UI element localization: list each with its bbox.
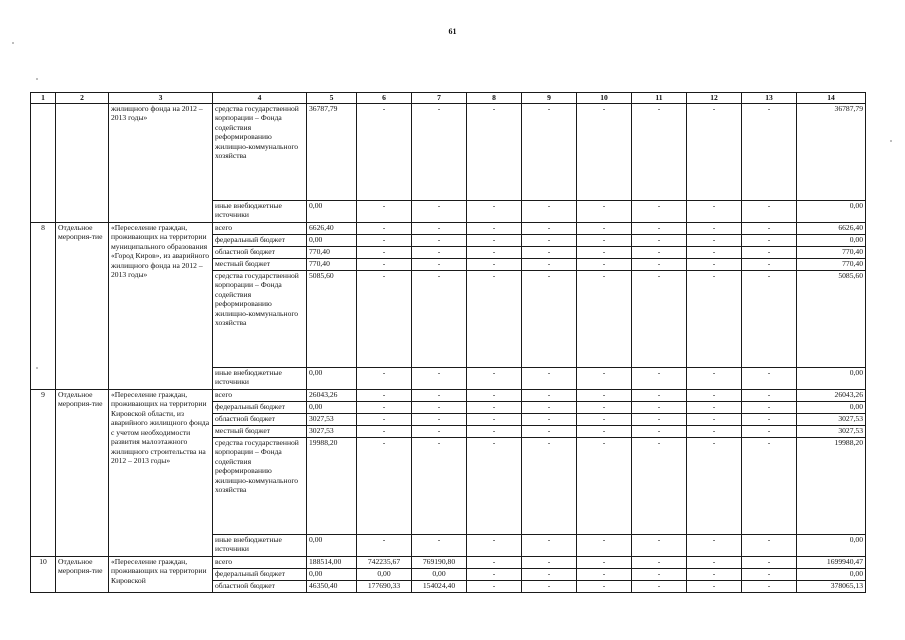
header-row [31, 93, 866, 104]
table-cell: - [467, 258, 522, 270]
scan-speck [36, 367, 38, 369]
table-cell: 742235,67 [357, 556, 412, 568]
table-cell: - [687, 222, 742, 234]
table-cell: - [522, 556, 577, 568]
table-cell: - [357, 413, 412, 425]
table-row [31, 103, 866, 200]
table-cell: 8 [31, 222, 56, 389]
table-cell: - [577, 200, 632, 222]
table-cell: - [632, 270, 687, 367]
table-cell: 0,00 [307, 534, 357, 556]
table-cell: всего [213, 389, 307, 401]
table-cell: - [522, 534, 577, 556]
table-cell: - [357, 401, 412, 413]
table-cell: - [412, 246, 467, 258]
table-cell: - [687, 258, 742, 270]
table-cell: - [522, 580, 577, 592]
scan-speck [12, 42, 14, 44]
table-cell: - [687, 413, 742, 425]
table-cell: - [742, 556, 797, 568]
table-cell: 0,00 [307, 200, 357, 222]
table-cell: - [742, 258, 797, 270]
table-cell: - [742, 200, 797, 222]
table-cell: - [577, 389, 632, 401]
table-cell: Отдельное мероприя-тие [56, 389, 109, 556]
table-cell: - [632, 258, 687, 270]
table-cell: 0,00 [307, 401, 357, 413]
table-cell: - [467, 103, 522, 200]
table-cell: 6626,40 [307, 222, 357, 234]
table-cell: - [522, 413, 577, 425]
column-header: 13 [742, 93, 797, 104]
table-cell: - [467, 401, 522, 413]
table-cell: - [412, 389, 467, 401]
table-cell: - [687, 401, 742, 413]
table-cell: - [742, 222, 797, 234]
table-cell: - [522, 200, 577, 222]
table-cell: - [412, 534, 467, 556]
table-cell: Отдельное мероприя-тие [56, 556, 109, 592]
table-row [31, 556, 866, 568]
table-cell: - [357, 222, 412, 234]
table-cell: 5085,60 [797, 270, 866, 367]
table-cell: 0,00 [797, 200, 866, 222]
table-cell: - [412, 103, 467, 200]
column-header: 14 [797, 93, 866, 104]
table-cell: федеральный бюджет [213, 401, 307, 413]
table-cell: - [522, 401, 577, 413]
table-cell: 177690,33 [357, 580, 412, 592]
table-cell: 6626,40 [797, 222, 866, 234]
table-cell: - [742, 246, 797, 258]
table-cell: - [357, 234, 412, 246]
table-cell: - [467, 534, 522, 556]
table-cell: - [577, 425, 632, 437]
table-cell: - [522, 258, 577, 270]
table-cell: Отдельное мероприя-тие [56, 222, 109, 389]
table-cell: 3027,53 [307, 413, 357, 425]
table-cell: всего [213, 222, 307, 234]
table-row [31, 222, 866, 234]
table-cell: - [577, 258, 632, 270]
table-cell: 0,00 [797, 367, 866, 389]
table-cell: - [357, 367, 412, 389]
table-cell: иные внебюджетные источники [213, 367, 307, 389]
table-cell: - [577, 568, 632, 580]
table-cell: - [687, 534, 742, 556]
table-cell: - [412, 222, 467, 234]
table-cell: - [577, 437, 632, 534]
table-cell: средства государственной корпорации – Фонда содействия реформированию жилищно-коммунального хозяйства [213, 437, 307, 534]
table-cell: 26043,26 [307, 389, 357, 401]
table-cell: 3027,53 [797, 425, 866, 437]
table-cell: - [742, 568, 797, 580]
column-header: 3 [109, 93, 213, 104]
table-cell: - [357, 534, 412, 556]
table-cell: - [632, 413, 687, 425]
table-cell: - [742, 367, 797, 389]
table-cell: - [522, 246, 577, 258]
table-cell: - [632, 401, 687, 413]
table-cell: - [467, 389, 522, 401]
table-cell: 0,00 [307, 568, 357, 580]
table-cell: - [742, 534, 797, 556]
table-cell: средства государственной корпорации – Фонда содействия реформированию жилищно-коммунального хозяйства [213, 103, 307, 200]
column-header: 10 [577, 93, 632, 104]
table-cell: - [577, 270, 632, 367]
table-cell: 188514,00 [307, 556, 357, 568]
table-cell: - [742, 270, 797, 367]
table-cell: - [412, 270, 467, 367]
table-cell: - [522, 103, 577, 200]
column-header: 6 [357, 93, 412, 104]
table-cell: 770,40 [797, 246, 866, 258]
budget-table [30, 92, 866, 593]
table-cell: - [412, 437, 467, 534]
table-cell: - [687, 389, 742, 401]
table-cell: 0,00 [307, 234, 357, 246]
table-cell: - [412, 413, 467, 425]
table-cell: - [522, 367, 577, 389]
table-cell: 3027,53 [797, 413, 866, 425]
column-header: 1 [31, 93, 56, 104]
table-cell: - [742, 580, 797, 592]
table-cell: 0,00 [412, 568, 467, 580]
table-cell: - [522, 389, 577, 401]
table-cell: - [412, 367, 467, 389]
table-cell: - [687, 234, 742, 246]
table-cell: - [357, 270, 412, 367]
table-cell: 1699940,47 [797, 556, 866, 568]
table-cell: - [467, 234, 522, 246]
table-cell: 9 [31, 389, 56, 556]
table-cell: 10 [31, 556, 56, 592]
table-cell: - [412, 258, 467, 270]
table-cell: - [467, 367, 522, 389]
table-cell: - [522, 270, 577, 367]
table-cell: - [577, 222, 632, 234]
table-cell: 36787,79 [307, 103, 357, 200]
table-cell: - [467, 200, 522, 222]
page-number: 61 [448, 27, 457, 36]
table-cell: местный бюджет [213, 258, 307, 270]
table-cell: - [632, 234, 687, 246]
table-cell: - [522, 568, 577, 580]
table-cell: - [632, 556, 687, 568]
table-cell: - [742, 234, 797, 246]
table-cell: федеральный бюджет [213, 234, 307, 246]
table-cell [56, 103, 109, 222]
table-cell: - [687, 270, 742, 367]
table-cell: иные внебюджетные источники [213, 534, 307, 556]
column-header: 8 [467, 93, 522, 104]
table-cell: - [632, 437, 687, 534]
table-cell: 0,00 [797, 234, 866, 246]
column-header: 5 [307, 93, 357, 104]
table-cell [31, 103, 56, 222]
table-cell: - [687, 556, 742, 568]
table-cell: - [577, 401, 632, 413]
table-cell: областной бюджет [213, 580, 307, 592]
column-header: 7 [412, 93, 467, 104]
table-cell: - [632, 580, 687, 592]
table-cell: 0,00 [357, 568, 412, 580]
table-cell: - [687, 425, 742, 437]
table-cell: - [412, 401, 467, 413]
table-cell: областной бюджет [213, 413, 307, 425]
table-cell: - [522, 425, 577, 437]
table-cell: - [632, 534, 687, 556]
table-cell: «Переселение граждан, проживающих на территории Кировской [109, 556, 213, 592]
table-cell: - [687, 437, 742, 534]
column-header: 9 [522, 93, 577, 104]
table-cell: - [632, 425, 687, 437]
table-cell: - [577, 246, 632, 258]
table-cell: - [742, 437, 797, 534]
table-cell: - [687, 200, 742, 222]
table-row [31, 389, 866, 401]
table-cell: - [357, 258, 412, 270]
table-cell: - [742, 389, 797, 401]
scan-speck [890, 140, 892, 142]
table-cell: - [632, 222, 687, 234]
table-cell: 0,00 [307, 367, 357, 389]
table-cell: 770,40 [307, 246, 357, 258]
table-cell: - [522, 222, 577, 234]
table-cell: - [687, 568, 742, 580]
table-cell: 19988,20 [307, 437, 357, 534]
table-cell: 378065,13 [797, 580, 866, 592]
table-cell: - [412, 234, 467, 246]
table-cell: - [357, 425, 412, 437]
table-cell: - [467, 580, 522, 592]
table-cell: - [357, 389, 412, 401]
table-cell: 3027,53 [307, 425, 357, 437]
table-cell: - [577, 234, 632, 246]
table-cell: «Переселение граждан, проживающих на территории муниципального образования «Город Киров», из аварийного жилищного фонда на 2012 – 2013 годы» [109, 222, 213, 389]
table-cell: - [632, 200, 687, 222]
table-cell: - [632, 246, 687, 258]
table-cell: - [467, 270, 522, 367]
table-cell: местный бюджет [213, 425, 307, 437]
column-header: 2 [56, 93, 109, 104]
table-cell: 770,40 [307, 258, 357, 270]
table-cell: - [577, 580, 632, 592]
table-cell: - [577, 413, 632, 425]
table-cell: - [522, 437, 577, 534]
table-cell: - [467, 222, 522, 234]
table-cell: 26043,26 [797, 389, 866, 401]
table-cell: - [632, 367, 687, 389]
table-cell: - [742, 413, 797, 425]
table-cell: 36787,79 [797, 103, 866, 200]
table-cell: 154024,40 [412, 580, 467, 592]
table-cell: - [577, 534, 632, 556]
table-cell: жилищного фонда на 2012 – 2013 годы» [109, 103, 213, 222]
table-cell: - [412, 425, 467, 437]
table-cell: - [632, 103, 687, 200]
column-header: 4 [213, 93, 307, 104]
table-cell: 0,00 [797, 534, 866, 556]
table-cell: - [467, 437, 522, 534]
table-cell: областной бюджет [213, 246, 307, 258]
table-cell: - [687, 580, 742, 592]
table-cell: - [577, 103, 632, 200]
table-cell: 770,40 [797, 258, 866, 270]
table-cell: 46350,40 [307, 580, 357, 592]
table-cell: - [467, 413, 522, 425]
column-header: 12 [687, 93, 742, 104]
scan-speck [36, 78, 38, 80]
table-cell: - [687, 367, 742, 389]
table-cell: - [687, 246, 742, 258]
table-cell: - [742, 103, 797, 200]
column-header: 11 [632, 93, 687, 104]
table-cell: - [467, 246, 522, 258]
table-cell: - [742, 401, 797, 413]
table-cell: иные внебюджетные источники [213, 200, 307, 222]
table-cell: - [577, 367, 632, 389]
table-cell: - [357, 437, 412, 534]
table-cell: - [467, 556, 522, 568]
table-cell: 769190,80 [412, 556, 467, 568]
table-cell: 5085,60 [307, 270, 357, 367]
table-cell: всего [213, 556, 307, 568]
table-cell: федеральный бюджет [213, 568, 307, 580]
table-cell: - [577, 556, 632, 568]
table-cell: - [742, 425, 797, 437]
table-cell: средства государственной корпорации – Фонда содействия реформированию жилищно-коммунального хозяйства [213, 270, 307, 367]
table-cell: - [357, 246, 412, 258]
table-cell: - [357, 200, 412, 222]
table-cell: - [467, 425, 522, 437]
table-cell: - [467, 568, 522, 580]
table-cell: - [687, 103, 742, 200]
table-cell: 19988,20 [797, 437, 866, 534]
table-cell: - [522, 234, 577, 246]
table-cell: - [357, 103, 412, 200]
table-cell: - [412, 200, 467, 222]
table-cell: «Переселение граждан, проживающих на территории Кировской области, из аварийного жилищного фонда с учетом необходимости развития малоэтажного жилищного строительства на 2012 – 2013 годы» [109, 389, 213, 556]
table-cell: - [632, 389, 687, 401]
table-cell: - [632, 568, 687, 580]
table-cell: 0,00 [797, 401, 866, 413]
table-cell: 0,00 [797, 568, 866, 580]
